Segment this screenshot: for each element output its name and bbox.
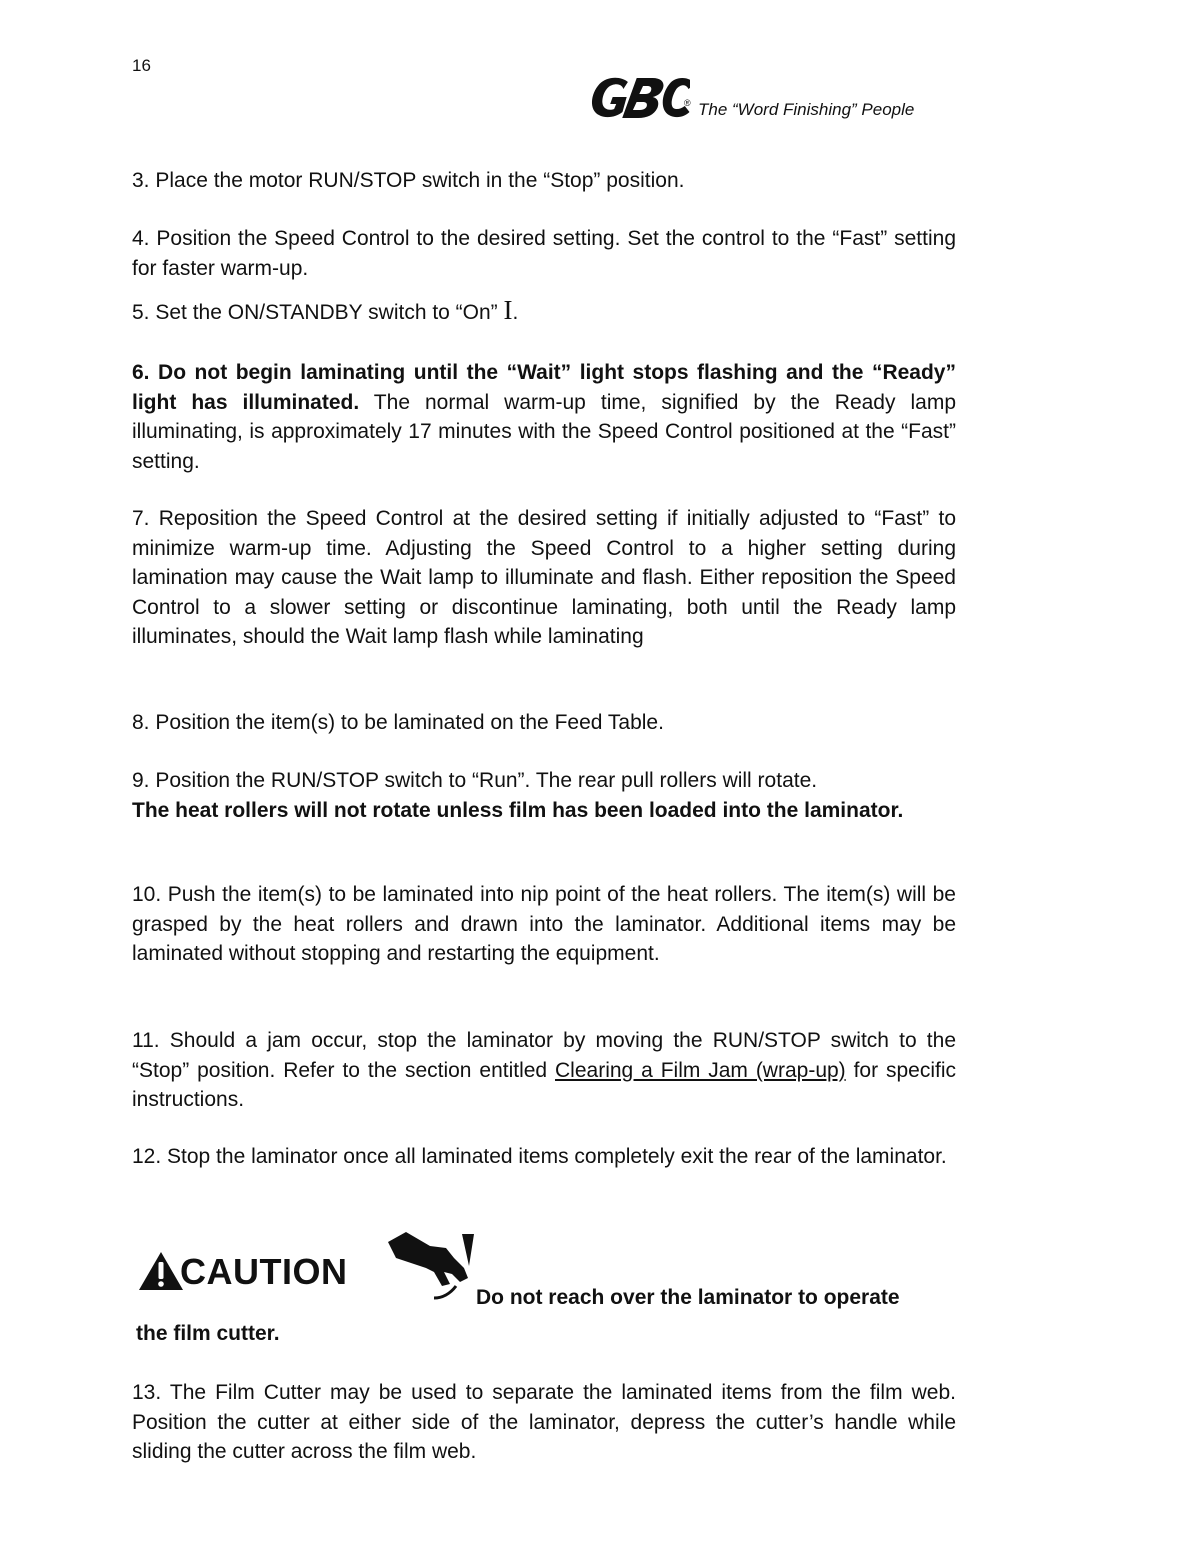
gbc-logo xyxy=(586,72,690,122)
step-3: 3. Place the motor RUN/STOP switch in the “Stop” position. xyxy=(132,169,685,192)
step-4: 4. Position the Speed Control to the desired setting. Set the control to the “Fast” setting for faster warm-up. xyxy=(132,227,956,280)
caution-message-continued: the film cutter. xyxy=(136,1322,280,1345)
step-13: 13. The Film Cutter may be used to separate the laminated items from the film web. Position the cutter at either side of the laminator, depress the cutter’s handle while sliding the cutter across the film web. xyxy=(132,1381,956,1463)
warning-triangle-icon xyxy=(138,1250,184,1292)
step-5: 5. Set the ON/STANDBY switch to “On” I. xyxy=(132,295,519,325)
page-number: 16 xyxy=(132,56,151,75)
caution-notice xyxy=(136,1228,962,1318)
step-6: 6. Do not begin laminating until the “Wait” light stops flashing and the “Ready” light has illuminated. The normal warm-up time, signified by the Ready lamp illuminating, is approximately 17 minutes with the Speed Control positioned at the “Fast” setting. xyxy=(132,361,956,473)
on-symbol: I xyxy=(503,295,513,325)
registered-mark: ® xyxy=(684,98,691,108)
step-8: 8. Position the item(s) to be laminated on the Feed Table. xyxy=(132,711,664,734)
step-9: 9. Position the RUN/STOP switch to “Run”. The rear pull rollers will rotate. The heat rollers will not rotate unless film has been loaded into the laminator. xyxy=(132,769,904,822)
header-tagline: The “Word Finishing” People xyxy=(698,100,915,119)
hand-pinch-warning-icon xyxy=(384,1228,476,1302)
step-7: 7. Reposition the Speed Control at the desired setting if initially adjusted to “Fast” to minimize warm-up time. Adjusting the Speed Control to a higher setting during lamination may cause the Wait lamp to illuminate and flash. Either reposition the Speed Control to a slower setting or discontinue laminating, both until the Ready lamp illuminates, should the Wait lamp flash while laminating xyxy=(132,507,956,648)
caution-label: CAUTION xyxy=(180,1251,348,1292)
page-header xyxy=(586,72,956,128)
caution-message: Do not reach over the laminator to operate xyxy=(476,1286,900,1309)
step-11: 11. Should a jam occur, stop the laminator by moving the RUN/STOP switch to the “Stop” position. Refer to the section entitled Clearing a Film Jam (wrap-up) for specific instructions. xyxy=(132,1029,957,1111)
step-10: 10. Push the item(s) to be laminated into nip point of the heat rollers. The item(s) will be grasped by the heat rollers and drawn into the laminator. Additional items may be laminated without stopping and restarting the equipment. xyxy=(132,883,956,965)
section-reference-link: Clearing a Film Jam (wrap-up) xyxy=(555,1058,846,1082)
step-12: 12. Stop the laminator once all laminated items completely exit the rear of the laminator. xyxy=(132,1145,947,1168)
